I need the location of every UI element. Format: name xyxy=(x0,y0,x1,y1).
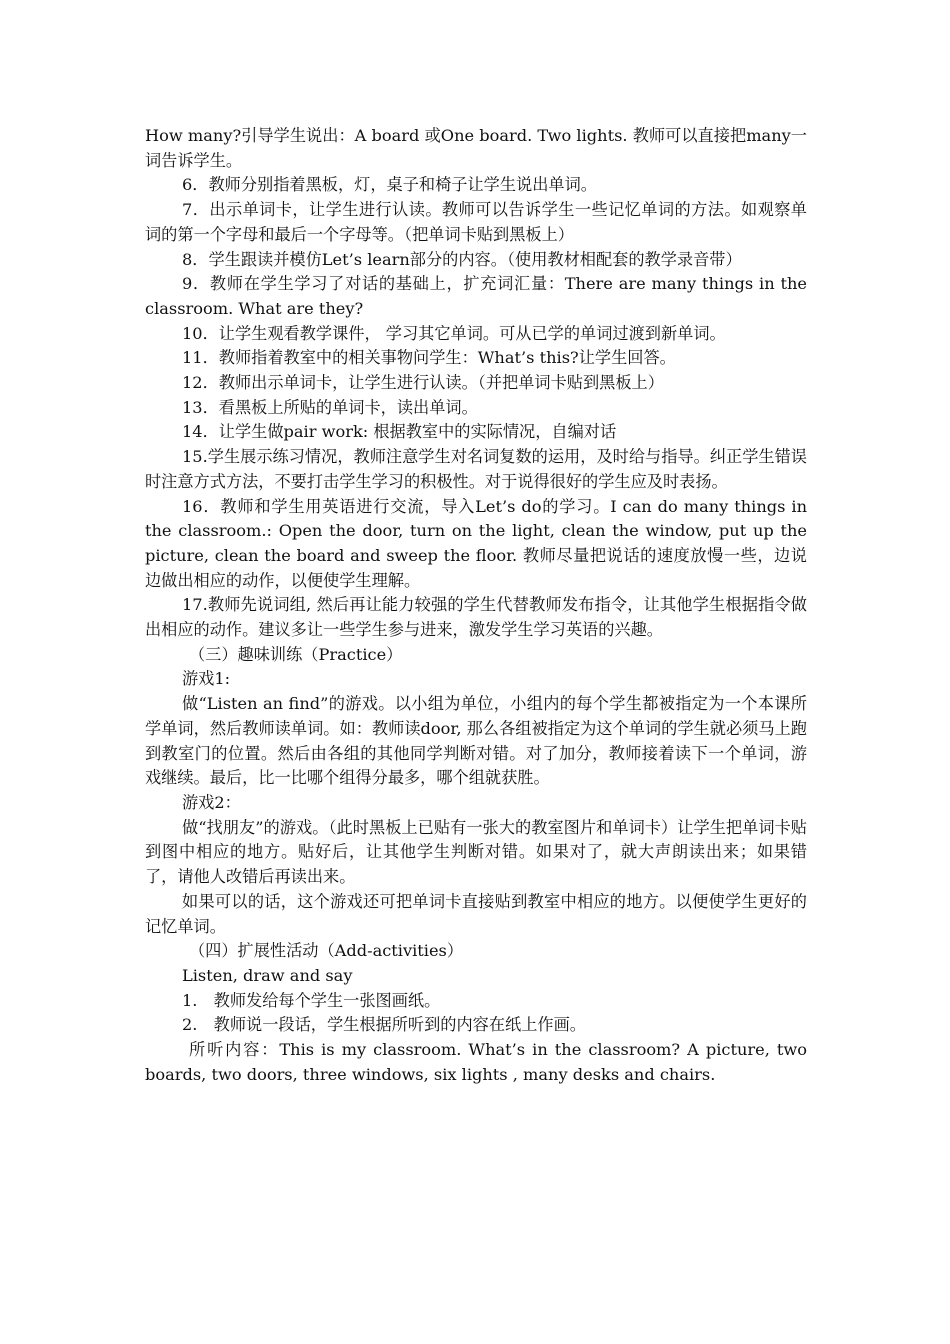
paragraph: 10．让学生观看教学课件， 学习其它单词。可从已学的单词过渡到新单词。 xyxy=(182,323,726,343)
paragraph: 做“找朋友”的游戏。（此时黑板上已贴有一张大的教室图片和单词卡）让学生把单词卡贴到图中相应的地方。贴好后，让其他学生判断对错。如果对了，就大声朗读出来；如果错了，请他人改错后再读出来。 xyxy=(145,817,807,887)
paragraph: Listen, draw and say xyxy=(182,965,353,985)
list-item: 2. 教师说一段话，学生根据所听到的内容在纸上作画。 xyxy=(182,1015,586,1035)
paragraph: 16．教师和学生用英语进行交流，导入Let’s do的学习。I can do many things in the classroom.: Open the door, turn on the light, clean the window, put up the picture, clean the board and sweep the floor. 教师尽量把说话的速度放慢一些，边说边做出相应的动作，以便使学生理解。 xyxy=(145,496,807,590)
paragraph: 所听内容：This is my classroom. What’s in the classroom? A picture, two boards, two doors, three windows, six lights , many desks and chairs. xyxy=(145,1040,807,1084)
paragraph: 游戏1: xyxy=(182,669,231,689)
section-heading: （四）扩展性活动（Add-activities） xyxy=(189,941,464,961)
paragraph: 如果可以的话，这个游戏还可把单词卡直接贴到教室中相应的地方。以便使学生更好的记忆单词。 xyxy=(145,891,807,936)
paragraph: 游戏2： xyxy=(182,792,241,812)
paragraph: 9．教师在学生学习了对话的基础上，扩充词汇量：There are many things in the classroom. What are they? xyxy=(145,274,807,318)
paragraph: 7．出示单词卡，让学生进行认读。教师可以告诉学生一些记忆单词的方法。如观察单词的第一个字母和最后一个字母等。（把单词卡贴到黑板上） xyxy=(145,200,807,244)
list-item: 1. 教师发给每个学生一张图画纸。 xyxy=(182,990,441,1010)
paragraph: How many?引导学生说出：A board 或One board. Two lights. 教师可以直接把many一词告诉学生。 xyxy=(145,126,807,170)
paragraph: 6．教师分别指着黑板，灯，桌子和椅子让学生说出单词。 xyxy=(182,175,597,195)
paragraph: 13．看黑板上所贴的单词卡，读出单词。 xyxy=(182,397,478,417)
paragraph: 11．教师指着教室中的相关事物问学生：What’s this?让学生回答。 xyxy=(182,348,676,368)
paragraph: 15.学生展示练习情况，教师注意学生对名词复数的运用，及时给与指导。纠正学生错误时注意方式方法，不要打击学生学习的积极性。对于说得很好的学生应及时表扬。 xyxy=(145,447,807,491)
paragraph: 17.教师先说词组, 然后再让能力较强的学生代替教师发布指令，让其他学生根据指令做出相应的动作。建议多让一些学生参与进来，激发学生学习英语的兴趣。 xyxy=(145,595,807,640)
document-body xyxy=(145,124,807,1087)
paragraph: 做“Listen an find”的游戏。以小组为单位，小组内的每个学生都被指定为一个本课所学单词，然后教师读单词。如：教师读door, 那么各组被指定为这个单词的学生就必须马上跑到教室门的位置。然后由各组的其他同学判断对错。对了加分，教师接着读下一个单词，游戏继续。最后，比一比哪个组得分最多，哪个组就获胜。 xyxy=(145,694,807,788)
paragraph: 12．教师出示单词卡，让学生进行认读。（并把单词卡贴到黑板上） xyxy=(182,373,664,393)
section-heading: （三）趣味训练（Practice） xyxy=(189,644,403,664)
paragraph: 14．让学生做pair work: 根据教室中的实际情况，自编对话 xyxy=(182,422,617,442)
paragraph: 8．学生跟读并模仿Let’s learn部分的内容。（使用教材相配套的教学录音带） xyxy=(182,249,742,269)
